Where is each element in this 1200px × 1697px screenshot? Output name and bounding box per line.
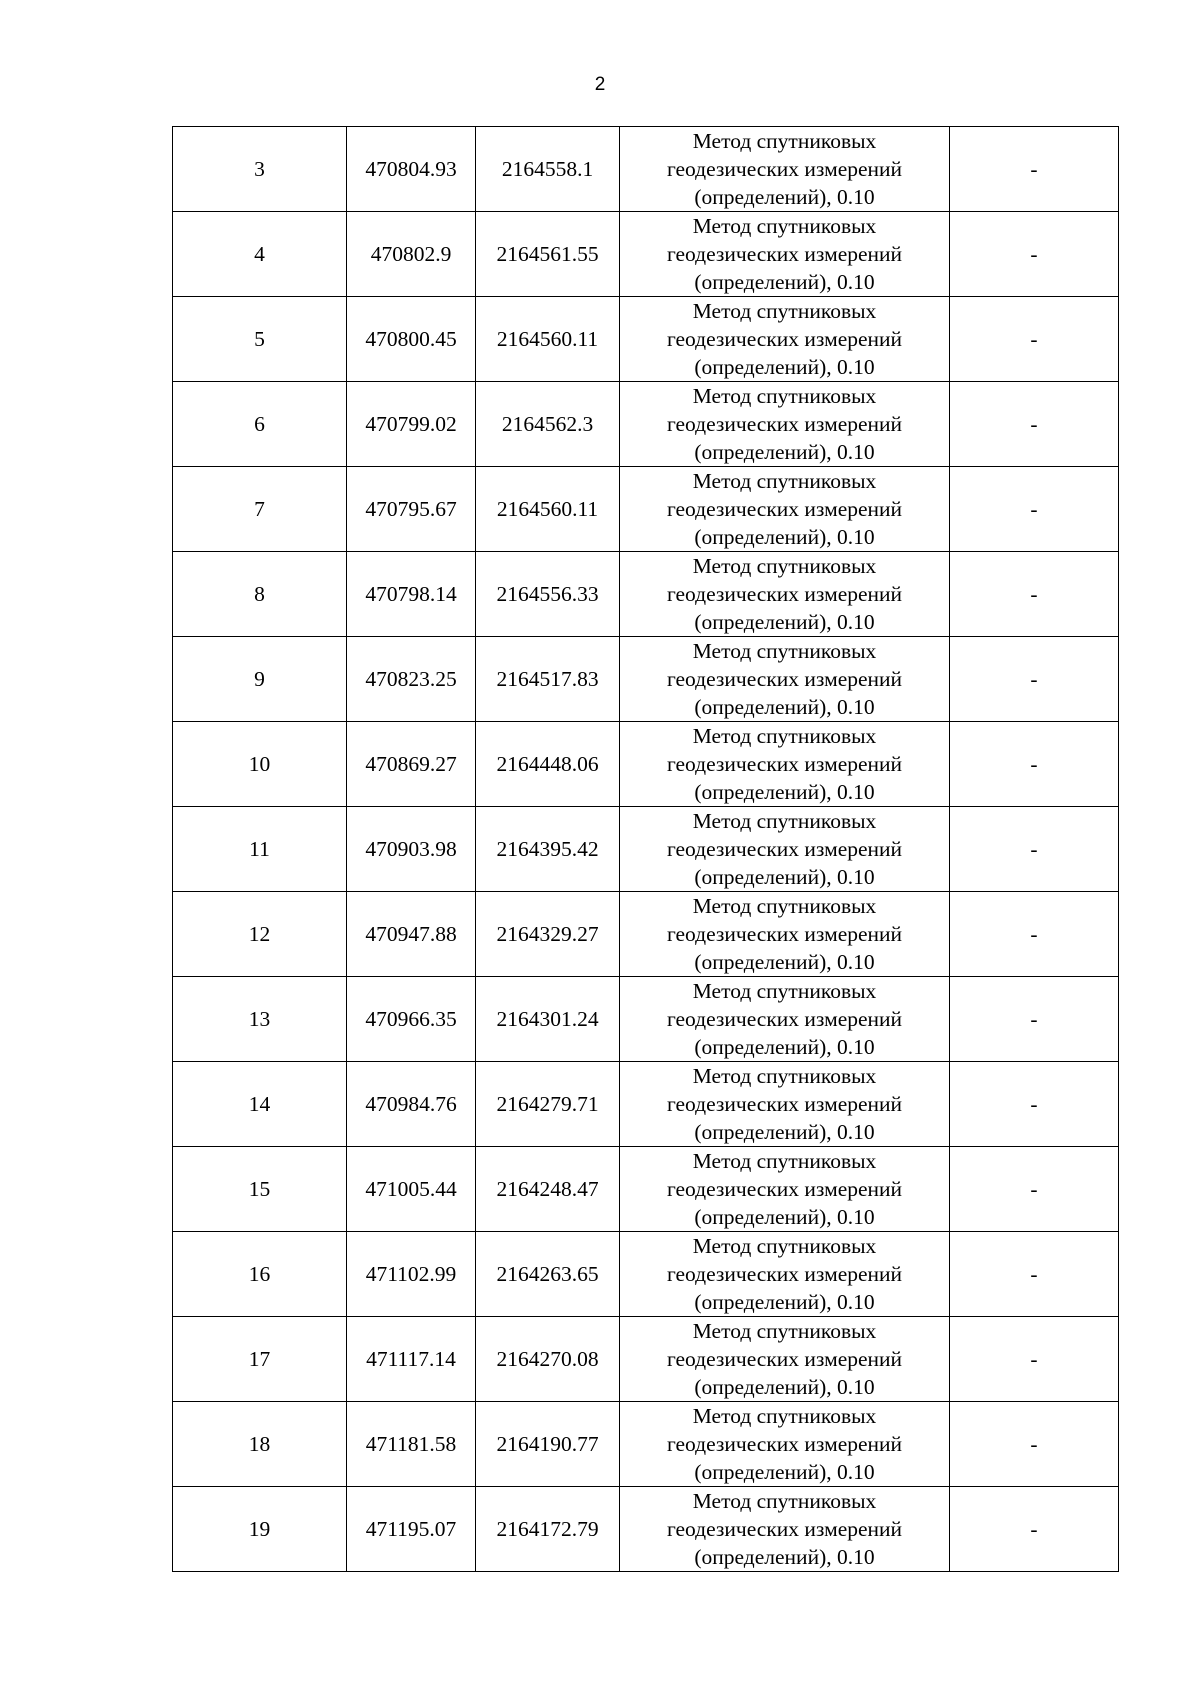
method-cell xyxy=(620,467,950,552)
method-line: Метод спутниковых xyxy=(692,894,877,918)
description-cell: - xyxy=(950,127,1119,212)
table-row xyxy=(173,552,1119,637)
y-coordinate-cell: 2164190.77 xyxy=(476,1402,620,1487)
description-cell: - xyxy=(950,807,1119,892)
method-line: геодезических измерений xyxy=(666,1347,903,1371)
method-line: геодезических измерений xyxy=(666,412,903,436)
point-number-cell: 19 xyxy=(173,1487,347,1572)
method-line: геодезических измерений xyxy=(666,1262,903,1286)
method-line: геодезических измерений xyxy=(666,1092,903,1116)
table-row xyxy=(173,1147,1119,1232)
method-line: Метод спутниковых xyxy=(692,554,877,578)
method-line: (определений), 0.10 xyxy=(694,1375,875,1399)
table-row xyxy=(173,892,1119,977)
description-cell: - xyxy=(950,1147,1119,1232)
table-row xyxy=(173,1402,1119,1487)
x-coordinate-cell: 470802.9 xyxy=(347,212,476,297)
description-cell: - xyxy=(950,297,1119,382)
description-cell: - xyxy=(950,1062,1119,1147)
x-coordinate-cell: 470800.45 xyxy=(347,297,476,382)
y-coordinate-cell: 2164560.11 xyxy=(476,467,620,552)
method-cell xyxy=(620,127,950,212)
y-coordinate-cell: 2164517.83 xyxy=(476,637,620,722)
method-line: (определений), 0.10 xyxy=(694,270,875,294)
y-coordinate-cell: 2164556.33 xyxy=(476,552,620,637)
method-line: Метод спутниковых xyxy=(692,1404,877,1428)
method-line: геодезических измерений xyxy=(666,922,903,946)
point-number-cell: 15 xyxy=(173,1147,347,1232)
method-line: (определений), 0.10 xyxy=(694,1205,875,1229)
point-number-cell: 4 xyxy=(173,212,347,297)
method-line: геодезических измерений xyxy=(666,1007,903,1031)
method-line: (определений), 0.10 xyxy=(694,525,875,549)
description-cell: - xyxy=(950,1487,1119,1572)
method-cell xyxy=(620,212,950,297)
point-number-cell: 17 xyxy=(173,1317,347,1402)
y-coordinate-cell: 2164561.55 xyxy=(476,212,620,297)
x-coordinate-cell: 470869.27 xyxy=(347,722,476,807)
x-coordinate-cell: 471005.44 xyxy=(347,1147,476,1232)
x-coordinate-cell: 470947.88 xyxy=(347,892,476,977)
method-line: геодезических измерений xyxy=(666,667,903,691)
method-line: геодезических измерений xyxy=(666,157,903,181)
y-coordinate-cell: 2164279.71 xyxy=(476,1062,620,1147)
description-cell: - xyxy=(950,977,1119,1062)
method-cell xyxy=(620,297,950,382)
table-row xyxy=(173,1062,1119,1147)
y-coordinate-cell: 2164263.65 xyxy=(476,1232,620,1317)
method-line: (определений), 0.10 xyxy=(694,865,875,889)
method-cell xyxy=(620,637,950,722)
x-coordinate-cell: 471181.58 xyxy=(347,1402,476,1487)
point-number-cell: 6 xyxy=(173,382,347,467)
method-line: (определений), 0.10 xyxy=(694,1290,875,1314)
point-number-cell: 11 xyxy=(173,807,347,892)
y-coordinate-cell: 2164270.08 xyxy=(476,1317,620,1402)
table-row xyxy=(173,637,1119,722)
description-cell: - xyxy=(950,467,1119,552)
point-number-cell: 5 xyxy=(173,297,347,382)
method-cell xyxy=(620,1147,950,1232)
method-line: (определений), 0.10 xyxy=(694,1120,875,1144)
method-cell xyxy=(620,382,950,467)
y-coordinate-cell: 2164558.1 xyxy=(476,127,620,212)
y-coordinate-cell: 2164329.27 xyxy=(476,892,620,977)
x-coordinate-cell: 470799.02 xyxy=(347,382,476,467)
method-line: геодезических измерений xyxy=(666,1432,903,1456)
method-line: геодезических измерений xyxy=(666,582,903,606)
y-coordinate-cell: 2164562.3 xyxy=(476,382,620,467)
method-line: геодезических измерений xyxy=(666,497,903,521)
table-row xyxy=(173,1487,1119,1572)
coordinates-table xyxy=(172,126,1119,1572)
y-coordinate-cell: 2164172.79 xyxy=(476,1487,620,1572)
y-coordinate-cell: 2164248.47 xyxy=(476,1147,620,1232)
y-coordinate-cell: 2164301.24 xyxy=(476,977,620,1062)
description-cell: - xyxy=(950,552,1119,637)
point-number-cell: 9 xyxy=(173,637,347,722)
method-line: (определений), 0.10 xyxy=(694,695,875,719)
description-cell: - xyxy=(950,212,1119,297)
table-row xyxy=(173,722,1119,807)
point-number-cell: 18 xyxy=(173,1402,347,1487)
point-number-cell: 8 xyxy=(173,552,347,637)
method-cell xyxy=(620,552,950,637)
x-coordinate-cell: 470984.76 xyxy=(347,1062,476,1147)
method-cell xyxy=(620,1317,950,1402)
method-line: Метод спутниковых xyxy=(692,469,877,493)
point-number-cell: 10 xyxy=(173,722,347,807)
method-line: (определений), 0.10 xyxy=(694,610,875,634)
method-cell xyxy=(620,807,950,892)
page-number: 2 xyxy=(594,74,606,95)
x-coordinate-cell: 470795.67 xyxy=(347,467,476,552)
method-line: геодезических измерений xyxy=(666,1517,903,1541)
method-line: (определений), 0.10 xyxy=(694,440,875,464)
y-coordinate-cell: 2164448.06 xyxy=(476,722,620,807)
description-cell: - xyxy=(950,1232,1119,1317)
table-row xyxy=(173,1232,1119,1317)
method-line: (определений), 0.10 xyxy=(694,185,875,209)
method-line: Метод спутниковых xyxy=(692,1234,877,1258)
method-cell xyxy=(620,1487,950,1572)
y-coordinate-cell: 2164395.42 xyxy=(476,807,620,892)
method-line: Метод спутниковых xyxy=(692,1319,877,1343)
method-line: Метод спутниковых xyxy=(692,299,877,323)
x-coordinate-cell: 471117.14 xyxy=(347,1317,476,1402)
table-row xyxy=(173,212,1119,297)
method-cell xyxy=(620,977,950,1062)
method-line: (определений), 0.10 xyxy=(694,355,875,379)
description-cell: - xyxy=(950,1317,1119,1402)
coordinates-table-body xyxy=(173,127,1119,1572)
description-cell: - xyxy=(950,892,1119,977)
table-row xyxy=(173,977,1119,1062)
method-line: Метод спутниковых xyxy=(692,129,877,153)
point-number-cell: 14 xyxy=(173,1062,347,1147)
method-line: геодезических измерений xyxy=(666,752,903,776)
method-line: геодезических измерений xyxy=(666,1177,903,1201)
x-coordinate-cell: 470804.93 xyxy=(347,127,476,212)
method-line: Метод спутниковых xyxy=(692,384,877,408)
x-coordinate-cell: 471102.99 xyxy=(347,1232,476,1317)
method-line: Метод спутниковых xyxy=(692,1489,877,1513)
table-row xyxy=(173,297,1119,382)
description-cell: - xyxy=(950,722,1119,807)
x-coordinate-cell: 470823.25 xyxy=(347,637,476,722)
description-cell: - xyxy=(950,382,1119,467)
table-row xyxy=(173,807,1119,892)
table-row xyxy=(173,127,1119,212)
method-cell xyxy=(620,1402,950,1487)
method-line: Метод спутниковых xyxy=(692,639,877,663)
point-number-cell: 12 xyxy=(173,892,347,977)
point-number-cell: 3 xyxy=(173,127,347,212)
method-line: Метод спутниковых xyxy=(692,809,877,833)
x-coordinate-cell: 470798.14 xyxy=(347,552,476,637)
method-cell xyxy=(620,1062,950,1147)
method-cell xyxy=(620,892,950,977)
method-line: геодезических измерений xyxy=(666,242,903,266)
method-line: геодезических измерений xyxy=(666,837,903,861)
method-line: (определений), 0.10 xyxy=(694,950,875,974)
method-line: Метод спутниковых xyxy=(692,1149,877,1173)
method-cell xyxy=(620,722,950,807)
table-row xyxy=(173,1317,1119,1402)
method-line: (определений), 0.10 xyxy=(694,1460,875,1484)
method-cell xyxy=(620,1232,950,1317)
method-line: Метод спутниковых xyxy=(692,979,877,1003)
x-coordinate-cell: 470903.98 xyxy=(347,807,476,892)
x-coordinate-cell: 471195.07 xyxy=(347,1487,476,1572)
method-line: Метод спутниковых xyxy=(692,724,877,748)
method-line: (определений), 0.10 xyxy=(694,1035,875,1059)
x-coordinate-cell: 470966.35 xyxy=(347,977,476,1062)
table-row xyxy=(173,467,1119,552)
method-line: Метод спутниковых xyxy=(692,214,877,238)
table-row xyxy=(173,382,1119,467)
method-line: Метод спутниковых xyxy=(692,1064,877,1088)
method-line: (определений), 0.10 xyxy=(694,780,875,804)
description-cell: - xyxy=(950,637,1119,722)
description-cell: - xyxy=(950,1402,1119,1487)
method-line: геодезических измерений xyxy=(666,327,903,351)
point-number-cell: 13 xyxy=(173,977,347,1062)
point-number-cell: 16 xyxy=(173,1232,347,1317)
method-line: (определений), 0.10 xyxy=(694,1545,875,1569)
point-number-cell: 7 xyxy=(173,467,347,552)
y-coordinate-cell: 2164560.11 xyxy=(476,297,620,382)
